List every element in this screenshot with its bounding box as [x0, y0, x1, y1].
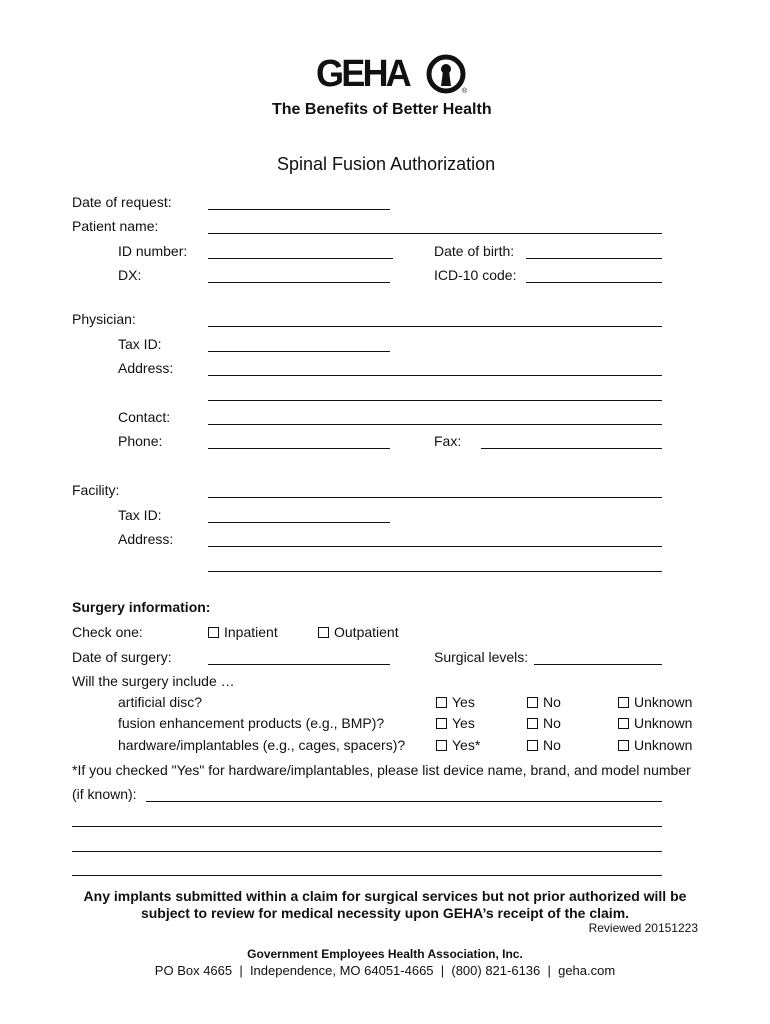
hardware-note: *If you checked "Yes" for hardware/implantables, please list device name, brand, and model number	[72, 762, 691, 778]
patient-name-label: Patient name:	[72, 218, 159, 234]
logo-wordmark: GEHA	[316, 53, 409, 95]
device-details-field-1[interactable]	[146, 785, 662, 802]
implants-notice	[40, 888, 730, 922]
fusion-enhancement-question: fusion enhancement products (e.g., BMP)?	[118, 715, 385, 731]
icd10-label: ICD-10 code:	[434, 267, 517, 283]
surgical-levels-label: Surgical levels:	[434, 649, 529, 665]
hardware-yes-label: Yes*	[452, 737, 481, 753]
artificial-disc-no-checkbox[interactable]	[527, 694, 561, 710]
outpatient-checkbox[interactable]	[318, 624, 399, 640]
facility-address-label: Address:	[118, 531, 174, 547]
surgical-levels-field[interactable]	[534, 648, 662, 665]
hardware-unknown-label: Unknown	[634, 737, 693, 753]
artificial-disc-question: artificial disc?	[118, 694, 203, 710]
surgery-info-heading: Surgery information:	[72, 599, 211, 615]
fusion-enhancement-unknown-box[interactable]	[618, 718, 629, 729]
footer-address: PO Box 4665 | Independence, MO 64051-4665 | (800) 821-6136 | geha.com	[154, 963, 616, 978]
device-details-field-3[interactable]	[72, 835, 662, 852]
reviewed-date: Reviewed 20151223	[588, 921, 698, 935]
form-title: Spinal Fusion Authorization	[277, 154, 496, 174]
date-of-request-field[interactable]	[208, 193, 390, 210]
implants-notice-line-1: Any implants submitted within a claim for surgical services but not prior authorized will be	[83, 888, 687, 904]
artificial-disc-yes-label: Yes	[452, 694, 475, 710]
date-of-birth-field[interactable]	[526, 242, 662, 259]
implants-notice-line-2: subject to review for medical necessity upon GEHA’s receipt of the claim.	[140, 905, 630, 921]
dx-label: DX:	[118, 267, 142, 283]
if-known-label: (if known):	[72, 786, 137, 802]
date-of-request-label: Date of request:	[72, 194, 172, 210]
fusion-enhancement-yes-label: Yes	[452, 715, 475, 731]
outpatient-label: Outpatient	[334, 624, 399, 640]
device-details-field-4[interactable]	[72, 859, 662, 876]
artificial-disc-no-box[interactable]	[527, 697, 538, 708]
fusion-enhancement-no-label: No	[543, 715, 561, 731]
fusion-enhancement-yes-box[interactable]	[436, 718, 447, 729]
facility-label: Facility:	[72, 482, 120, 498]
date-of-birth-label: Date of birth:	[434, 243, 515, 259]
facility-tax-id-field[interactable]	[208, 506, 390, 523]
inpatient-checkbox[interactable]	[208, 624, 278, 640]
physician-address-field-2[interactable]	[208, 384, 662, 401]
patient-name-field[interactable]	[208, 217, 662, 234]
icd10-field[interactable]	[526, 266, 662, 283]
hardware-yes-checkbox[interactable]	[436, 737, 480, 753]
artificial-disc-unknown-box[interactable]	[618, 697, 629, 708]
footer-org: Government Employees Health Association, Inc.	[247, 947, 523, 961]
phone-label: Phone:	[118, 433, 163, 449]
contact-field[interactable]	[208, 408, 662, 425]
inpatient-label: Inpatient	[224, 624, 278, 640]
inpatient-checkbox-box[interactable]	[208, 627, 219, 638]
check-one-label: Check one:	[72, 624, 143, 640]
hardware-no-label: No	[543, 737, 561, 753]
physician-address-field-1[interactable]	[208, 359, 662, 376]
keyhole-icon	[426, 54, 466, 94]
phone-field[interactable]	[208, 432, 390, 449]
hardware-question: hardware/implantables (e.g., cages, spacers)?	[118, 737, 406, 753]
geha-logo	[316, 52, 466, 96]
contact-label: Contact:	[118, 409, 171, 425]
artificial-disc-no-label: No	[543, 694, 561, 710]
tagline: The Benefits of Better Health	[272, 101, 492, 118]
artificial-disc-yes-checkbox[interactable]	[436, 694, 475, 710]
dx-field[interactable]	[208, 266, 390, 283]
physician-label: Physician:	[72, 311, 136, 327]
device-details-field-2[interactable]	[72, 810, 662, 827]
fusion-enhancement-no-checkbox[interactable]	[527, 715, 561, 731]
physician-address-label: Address:	[118, 360, 174, 376]
artificial-disc-unknown-label: Unknown	[634, 694, 693, 710]
hardware-unknown-checkbox[interactable]	[618, 737, 692, 753]
facility-address-field-1[interactable]	[208, 530, 662, 547]
hardware-no-box[interactable]	[527, 740, 538, 751]
physician-field[interactable]	[208, 310, 662, 327]
physician-tax-id-label: Tax ID:	[118, 336, 162, 352]
physician-tax-id-field[interactable]	[208, 335, 390, 352]
date-of-surgery-field[interactable]	[208, 648, 390, 665]
id-number-label: ID number:	[118, 243, 188, 259]
fax-field[interactable]	[481, 432, 662, 449]
hardware-yes-box[interactable]	[436, 740, 447, 751]
fusion-enhancement-yes-checkbox[interactable]	[436, 715, 475, 731]
facility-tax-id-label: Tax ID:	[118, 507, 162, 523]
facility-field[interactable]	[208, 481, 662, 498]
artificial-disc-yes-box[interactable]	[436, 697, 447, 708]
facility-address-field-2[interactable]	[208, 555, 662, 572]
fusion-enhancement-unknown-label: Unknown	[634, 715, 693, 731]
fusion-enhancement-unknown-checkbox[interactable]	[618, 715, 692, 731]
hardware-no-checkbox[interactable]	[527, 737, 561, 753]
registered-mark: ®	[462, 88, 468, 95]
artificial-disc-unknown-checkbox[interactable]	[618, 694, 692, 710]
id-number-field[interactable]	[208, 242, 393, 259]
fusion-enhancement-no-box[interactable]	[527, 718, 538, 729]
fax-label: Fax:	[434, 433, 462, 449]
will-include-label: Will the surgery include …	[72, 673, 235, 689]
date-of-surgery-label: Date of surgery:	[72, 649, 172, 665]
outpatient-checkbox-box[interactable]	[318, 627, 329, 638]
hardware-unknown-box[interactable]	[618, 740, 629, 751]
